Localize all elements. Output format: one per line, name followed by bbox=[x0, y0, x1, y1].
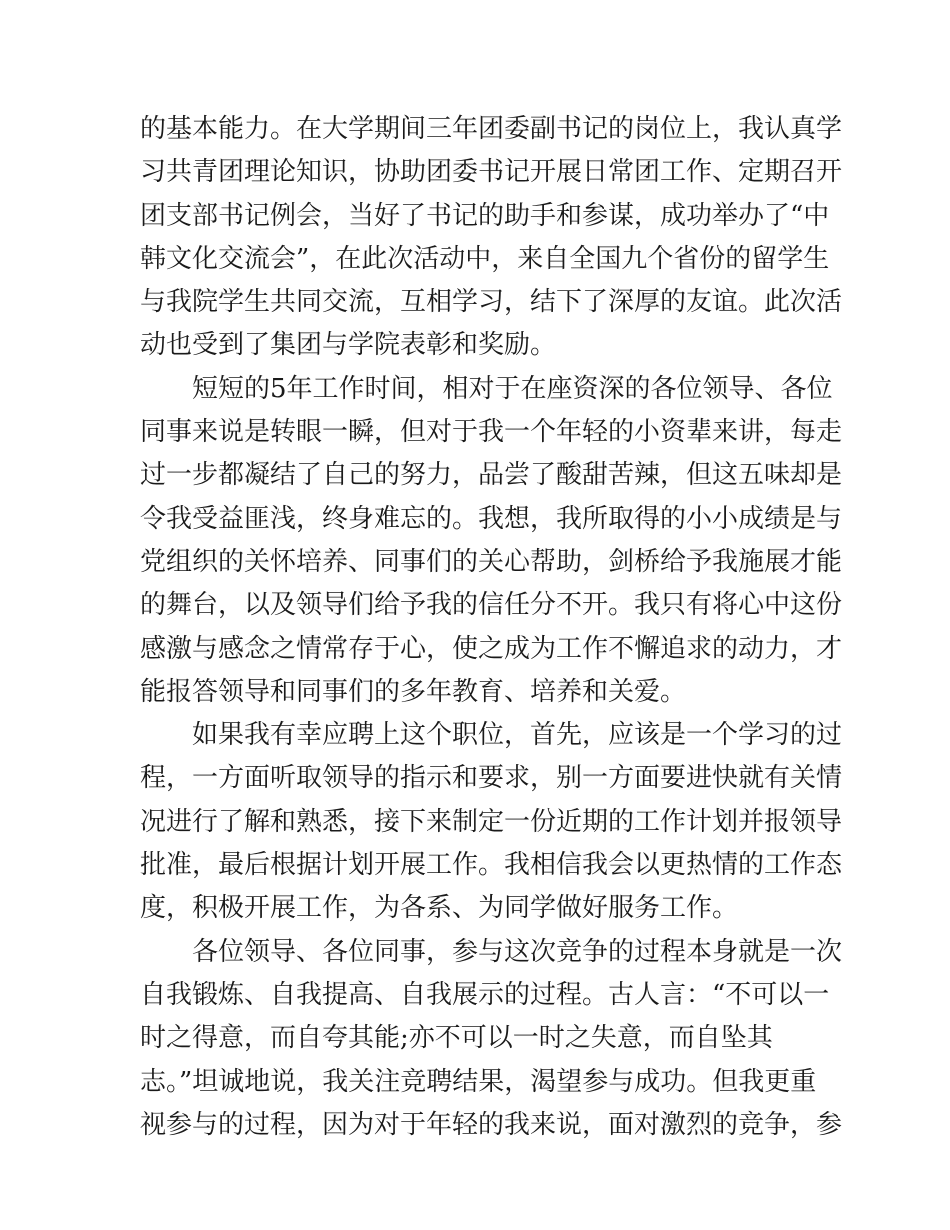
text-line: 时之得意，而自夸其能;亦不可以一时之失意，而自坠其 bbox=[140, 1023, 773, 1054]
text-line: 程，一方面听取领导的指示和要求，别一方面要进快就有关情 bbox=[140, 763, 843, 794]
text-line: 度，积极开展工作，为各系、为同学做好服务工作。 bbox=[140, 893, 739, 924]
text-line: 视参与的过程，因为对于年轻的我来说，面对激烈的竞争，参 bbox=[140, 1109, 843, 1140]
text-line: 与我院学生共同交流，互相学习，结下了深厚的友谊。此次活 bbox=[140, 287, 843, 318]
text-line: 各位领导、各位同事，参与这次竞争的过程本身就是一次 bbox=[192, 936, 843, 967]
body-text bbox=[140, 108, 843, 1147]
text-line: 团支部书记例会，当好了书记的助手和参谋，成功举办了“中 bbox=[140, 200, 830, 231]
text-line: 韩文化交流会”，在此次活动中，来自全国九个省份的留学生 bbox=[140, 243, 830, 274]
text-line: 令我受益匪浅，终身难忘的。我想，我所取得的小小成绩是与 bbox=[140, 503, 843, 534]
text-line: 过一步都凝结了自己的努力，品尝了酸甜苦辣，但这五味却是 bbox=[140, 460, 843, 491]
text-line: 如果我有幸应聘上这个职位，首先，应该是一个学习的过 bbox=[192, 720, 843, 751]
text-line: 动也受到了集团与学院表彰和奖励。 bbox=[140, 330, 557, 361]
text-line: 批准，最后根据计划开展工作。我相信我会以更热情的工作态 bbox=[140, 850, 843, 881]
text-line: 况进行了解和熟悉，接下来制定一份近期的工作计划并报领导 bbox=[140, 806, 843, 837]
text-line: 自我锻炼、自我提高、自我展示的过程。古人言：“不可以一 bbox=[140, 979, 830, 1010]
text-line: 同事来说是转眼一瞬，但对于我一个年轻的小资辈来讲，每走 bbox=[140, 417, 843, 448]
text-line: 党组织的关怀培养、同事们的关心帮助，剑桥给予我施展才能 bbox=[140, 546, 843, 577]
text-line: 的舞台，以及领导们给予我的信任分不开。我只有将心中这份 bbox=[140, 590, 843, 621]
text-line: 习共青团理论知识，协助团委书记开展日常团工作、定期召开 bbox=[140, 157, 843, 188]
text-line: 的基本能力。在大学期间三年团委副书记的岗位上，我认真学 bbox=[140, 114, 843, 144]
text-line: 能报答领导和同事们的多年教育、培养和关爱。 bbox=[140, 676, 687, 707]
text-line: 感激与感念之情常存于心，使之成为工作不懈追求的动力，才 bbox=[140, 633, 843, 664]
text-line: 志。”坦诚地说，我关注竞聘结果，渴望参与成功。但我更重 bbox=[140, 1066, 817, 1097]
text-line: 短短的5年工作时间，相对于在座资深的各位领导、各位 bbox=[192, 373, 833, 404]
